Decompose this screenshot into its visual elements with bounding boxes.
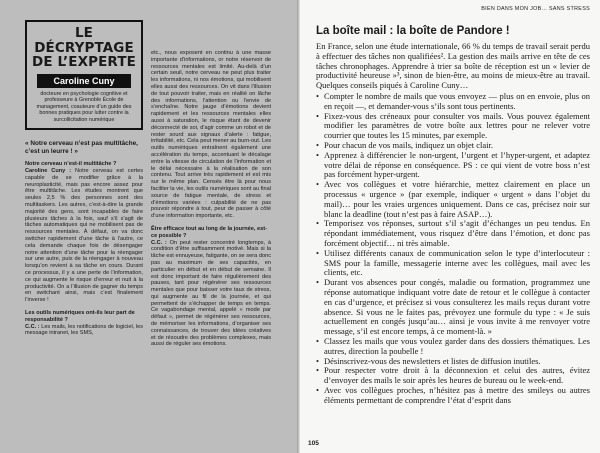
question-1: Notre cerveau n’est-il multitâche ? bbox=[25, 161, 117, 168]
answer-1 bbox=[25, 168, 143, 304]
column-2-paragraph: etc., nous exposent en continu à une masse importante d’informations, or notre réservoir de ressources mentales est limité. Au-delà d’un certain seuil, notre cerveau ne peut plus traiter les informations, ni nos émotions, qui mobilisent elles aussi des ressources. On vit dans l’illusion de tout pouvoir traiter, mais en réalité on lâche des informations, l’attention ou l’envie de s’enchaîne. Notre jauge d’émotions devient rapidement et les ressources mentales elles aussi à saturation, le risque étant de devenir déconnecté de soi, d’agir comme un robot et de rester sourd aux signaux d’alerte : fatigue, irritabilité, etc. Cela peut mener au burn-out. Les outils numériques entraînent également une accélération du temps, accentuant le décalage entre la vitesse de circulation de l’information et le délai nécessaire à la réalisation de son contenu. Tout arrive très rapidement et est mis sur le même plan. Censés être là pour nous faciliter la vie, les outils numériques sont au final source de fatigue mentale, de stress et d’émotions variées : culpabilité de ne pas pouvoir répondre à tout, peur de passer à côté d’une information importante, etc. bbox=[151, 50, 271, 220]
list-item: • Durant vos absences pour congés, maladie ou formation, programmez une réponse automatique indiquant votre date de retour et le collègue à contacter en cas d’urgence, et précisez si vous consulterez les mails reçus durant votre absence. Si vous ne le faites pas, prévoyez une formule du type : « Je suis actuellement en congés jusqu’au… ainsi je vous invite à me renvoyer votre message, s’il est encore temps, à ce moment-là. » bbox=[316, 278, 590, 337]
answer-1-text: Notre cerveau est certes capable de se modifier grâce à la neuroplasticité, mais pas encore assez pour être multitâche. Les études montrent que seules 2,5 % des personnes sont des multitaskers. Les autres, c’est-à-dire la grande majorité des gens, sont incapables de faire plusieurs tâches à la fois, sauf s’il s’agit de tâches automatiques qui ne mobilisent pas de ressources mentales. À défaut, on va donc switcher rapidement d’une tâche à l’autre, ce cela demande chaque fois de désengager notre attention d’une tâche pour la réengager sur une autre, puis de la réengager à nouveau lorsqu’on revient à sa tâche en cours. Durant ce processus, il y a une perte de l’information, ce qui augmente le risque d’erreur et nuit à la productivité. On a l’illusion de gagner du temps en switchant ainsi, mais c’est finalement l’inverse ! bbox=[25, 167, 143, 304]
list-item: • Désinscrivez-vous des newsletters et listes de diffusion inutiles. bbox=[316, 357, 590, 367]
list-item: • Compter le nombre de mails que vous envoyez — plus on en envoie, plus on en reçoit —, et demander-vous s’ils sont tous pertinents. bbox=[316, 92, 590, 112]
tips-list bbox=[316, 92, 590, 406]
running-head: BIEN DANS MON JOB… SANS STRESS bbox=[481, 6, 590, 12]
left-page bbox=[0, 0, 297, 453]
answer-2-lead: C.C. : bbox=[25, 323, 40, 330]
answer-1-lead: Caroline Cuny : bbox=[25, 167, 72, 174]
answer-2 bbox=[25, 324, 143, 338]
question-2: Les outils numériques ont-ils leur part de responsabilité ? bbox=[25, 309, 135, 323]
list-item: • Pour respecter votre droit à la déconnexion et celui des autres, évitez d’envoyer des mails le soir après les heures de bureau ou le week-end. bbox=[316, 366, 590, 386]
list-item: • Apprenez à différencier le non-urgent, l’urgent et l’hyper-urgent, et adaptez votre délai de réponse en conséquence. PS : ce qui vient de votre boss n’est pas forcément hyper-urgent. bbox=[316, 151, 590, 180]
list-item: • Temporisez vos réponses, surtout s’il s’agit d’échanges un peu tendus. En répondant immédiatement, vous risquez d’être dans l’émotion, et donc pas forcément objectif… ni très aimable. bbox=[316, 219, 590, 248]
list-item: • Avec vos collègues proches, n’hésitez pas à mettre des smileys ou autres éléments permettant de comprendre l’état d’esprit dans bbox=[316, 386, 590, 406]
list-item: • Fixez-vous des créneaux pour consulter vos mails. Vous pouvez également modifier les paramètres de votre boîte aux lettres pour ne relever votre courrier que toutes les 15 minutes, par exemple. bbox=[316, 112, 590, 141]
right-page bbox=[300, 0, 600, 453]
expert-box bbox=[25, 20, 143, 130]
expert-box-title: LE DÉCRYPTAGE DE L’EXPERTE bbox=[32, 25, 136, 70]
list-item: • Utilisez différents canaux de communication selon le type d’interlocuteur : SMS pour la famille, messagerie interne avec les collègues, mail avec les clients, etc. bbox=[316, 249, 590, 278]
answer-3-text: On peut rester concentré longtemps, à condition d’être suffisamment motivé. Mais si la tâche est ennuyeuse, fatigante, on se sera donc pas au maximum de ses capacités, en particulier en début et en début de semaine. Il est donc important de faire régulièrement des pauses, tant pour régénérer ses ressources mentales que pour baisser votre taux de stress, qui augmente au fil de la journée, et qui permettent de s’échapper de temps en temps. Ce vagabondage mental, appelé « mode par défaut », permet de régénérer ses ressources, de mémoriser les informations, d’organiser ses connaissances, de trouver des idées créatives et de résoudre des problèmes complexes, mais aussi de réguler ses émotions. bbox=[151, 239, 271, 348]
answer-2-text: Les mails, les notifications de logiciel, les message intranet, les SMS, bbox=[25, 323, 143, 337]
section-title: La boîte mail : la boîte de Pandore ! bbox=[316, 25, 510, 37]
intro-paragraph: En France, selon une étude internationale, 66 % du temps de travail serait perdu à effectuer des tâches non qualifiées². La gestion des mails arrive en tête de ces tâches chronophages. Apprendre à trier sa boîte de réception est un « levier de productivité heureuse »³, sinon de bien-être, au moins de mieux-être au travail. Quelques conseils piqués à Caroline Cuny… bbox=[316, 41, 590, 91]
left-columns bbox=[25, 20, 297, 354]
answer-3-lead: C.C. : bbox=[151, 239, 167, 246]
answer-3 bbox=[151, 240, 271, 349]
question-3: Être efficace tout au long de la journée, est-ce possible ? bbox=[151, 225, 267, 239]
list-item: • Classez les mails que vous voulez garder dans des dossiers thématiques. Les autres, direction la poubelle ! bbox=[316, 337, 590, 357]
page-number: 105 bbox=[308, 440, 319, 447]
pull-quote: « Notre cerveau n’est pas multitâche, c’est un leurre ! » bbox=[25, 140, 138, 155]
list-item: • Avec vos collègues et votre hiérarchie, mettez clairement en place un processus « urgence » (par exemple, indiquer « urgent » dans l’objet du mail)… pour les vraies urgences uniquement. Dans ce cas, précisez noir sur blanc la deadline (tout n’est pas à faire ASAP…). bbox=[316, 180, 590, 219]
left-column-1 bbox=[25, 20, 143, 354]
left-column-2 bbox=[151, 20, 271, 354]
expert-bio: docteure en psychologie cognitive et professeure à Grenoble École de management, coauteure d’un guide des bonnes pratiques pour lutter contre la surcollicitation numérique bbox=[36, 90, 132, 123]
expert-name: Caroline Cuny bbox=[37, 74, 131, 88]
list-item: • Pour chacun de vos mails, indiquez un objet clair. bbox=[316, 141, 590, 151]
